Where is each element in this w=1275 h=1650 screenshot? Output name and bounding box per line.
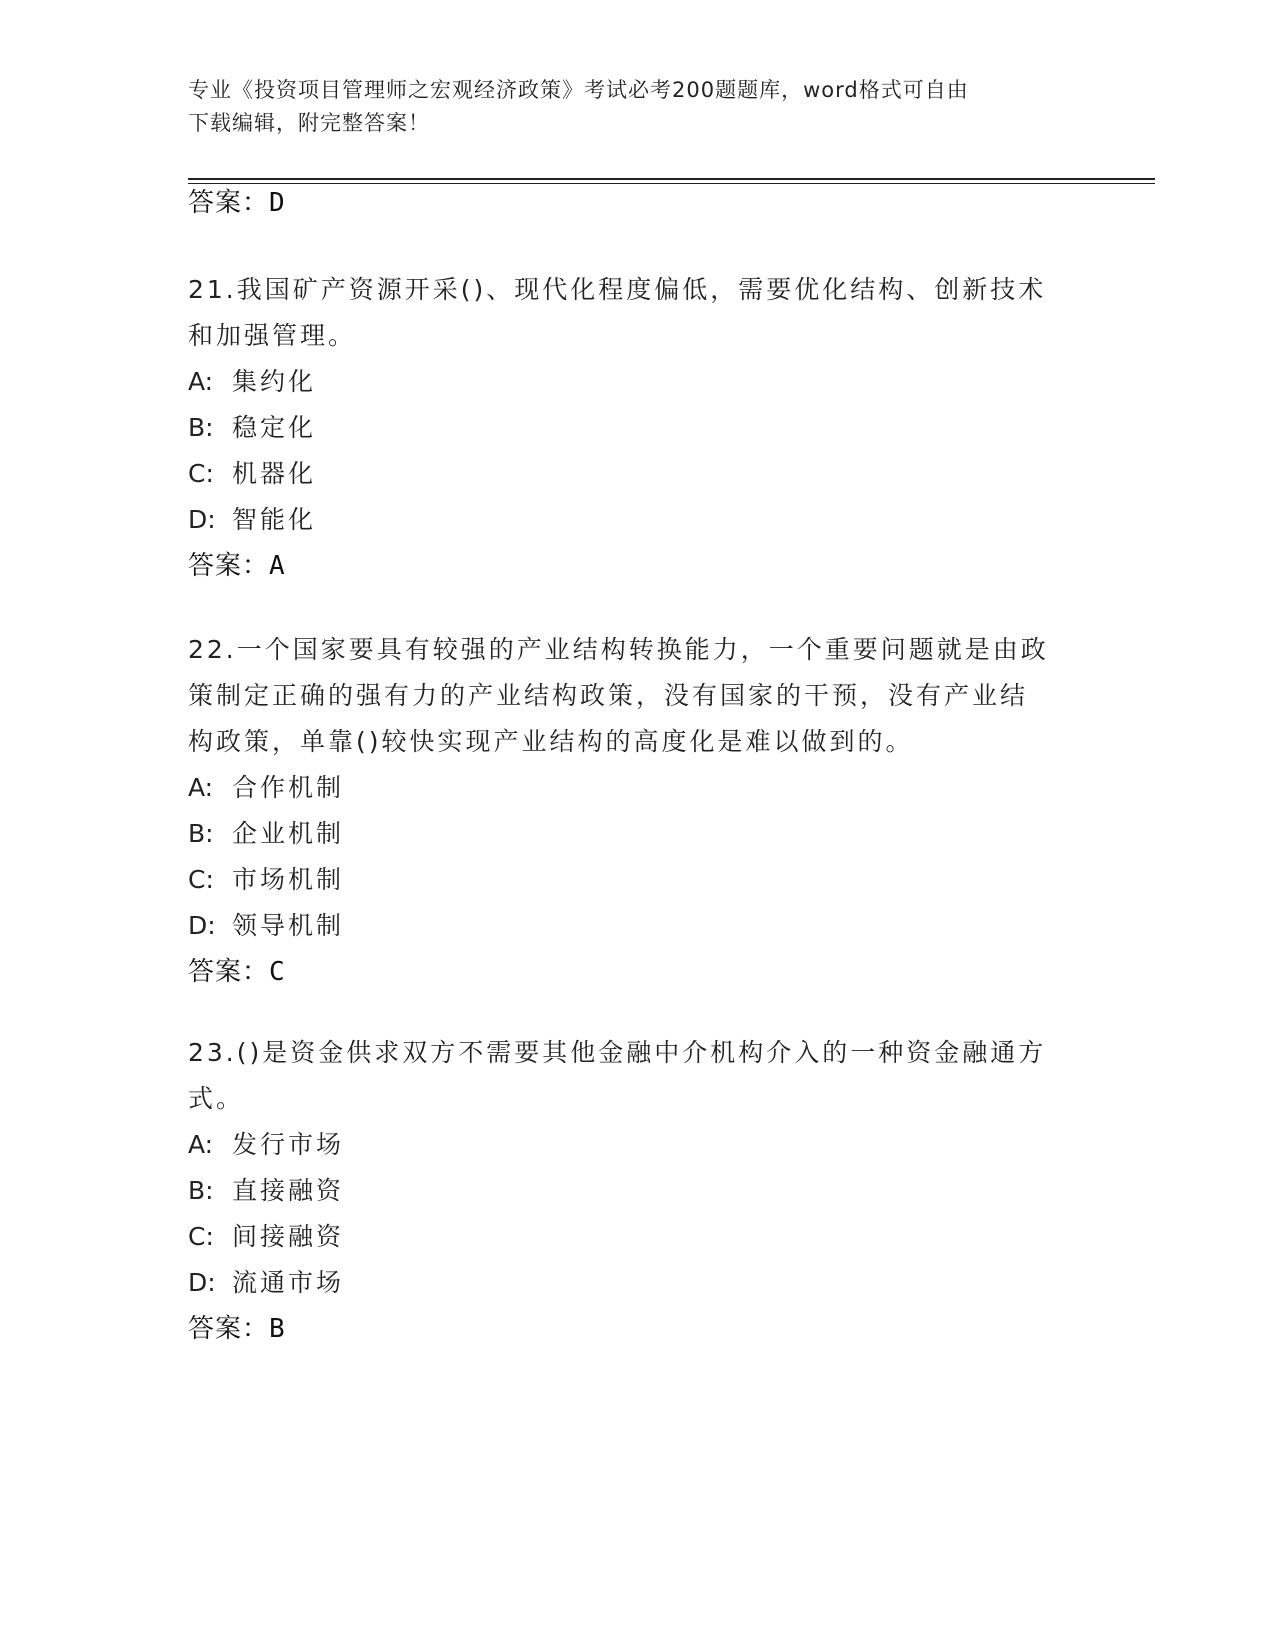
option-key: D: bbox=[188, 1268, 216, 1297]
question-text bbox=[188, 627, 1088, 765]
option-b bbox=[188, 405, 1088, 451]
answer-label: 答案： bbox=[188, 957, 270, 987]
answer-value: D bbox=[269, 188, 286, 218]
option-d bbox=[188, 1260, 1088, 1306]
option-text: 流通市场 bbox=[232, 1268, 345, 1297]
option-text: 领导机制 bbox=[232, 911, 345, 940]
answer-label: 答案： bbox=[188, 551, 270, 581]
question-text bbox=[188, 267, 1088, 359]
question-23 bbox=[188, 1030, 1088, 1352]
option-a bbox=[188, 765, 1088, 811]
option-key: B: bbox=[188, 413, 214, 442]
answer-value: A bbox=[269, 551, 286, 581]
question-line: 23.()是资金供求双方不需要其他金融中介机构介入的一种资金融通方 bbox=[188, 1038, 1047, 1067]
option-text: 合作机制 bbox=[232, 773, 345, 802]
answer-value: B bbox=[269, 1314, 286, 1344]
option-key: A: bbox=[188, 773, 214, 802]
option-key: D: bbox=[188, 505, 216, 534]
question-line: 式。 bbox=[188, 1084, 245, 1113]
question-22 bbox=[188, 627, 1088, 995]
option-d bbox=[188, 497, 1088, 543]
question-line: 22.一个国家要具有较强的产业结构转换能力，一个重要问题就是由政 bbox=[188, 635, 1049, 664]
option-text: 智能化 bbox=[232, 505, 317, 534]
answer-line bbox=[188, 180, 1088, 226]
option-text: 集约化 bbox=[232, 367, 317, 396]
answer-label: 答案： bbox=[188, 188, 270, 218]
page-header bbox=[188, 74, 1088, 140]
option-key: C: bbox=[188, 459, 214, 488]
option-a bbox=[188, 1122, 1088, 1168]
question-21 bbox=[188, 267, 1088, 589]
answer-value: C bbox=[269, 957, 286, 987]
answer-line bbox=[188, 543, 1088, 589]
question-line: 21.我国矿产资源开采()、现代化程度偏低，需要优化结构、创新技术 bbox=[188, 275, 1047, 304]
option-text: 机器化 bbox=[232, 459, 317, 488]
option-c bbox=[188, 451, 1088, 497]
option-text: 间接融资 bbox=[232, 1222, 345, 1251]
previous-answer bbox=[188, 180, 1088, 226]
question-line: 和加强管理。 bbox=[188, 321, 357, 350]
option-b bbox=[188, 1168, 1088, 1214]
answer-line bbox=[188, 949, 1088, 995]
option-text: 稳定化 bbox=[232, 413, 317, 442]
option-c bbox=[188, 857, 1088, 903]
option-key: C: bbox=[188, 1222, 214, 1251]
header-line-1: 专业《投资项目管理师之宏观经济政策》考试必考200题题库，word格式可自由 bbox=[188, 78, 969, 102]
option-c bbox=[188, 1214, 1088, 1260]
option-text: 直接融资 bbox=[232, 1176, 345, 1205]
option-text: 企业机制 bbox=[232, 819, 345, 848]
option-a bbox=[188, 359, 1088, 405]
option-key: C: bbox=[188, 865, 214, 894]
question-line: 策制定正确的强有力的产业结构政策，没有国家的干预，没有产业结 bbox=[188, 681, 1029, 710]
option-key: A: bbox=[188, 1130, 214, 1159]
option-key: B: bbox=[188, 1176, 214, 1205]
option-text: 市场机制 bbox=[232, 865, 345, 894]
option-b bbox=[188, 811, 1088, 857]
answer-line bbox=[188, 1306, 1088, 1352]
option-key: A: bbox=[188, 367, 214, 396]
option-text: 发行市场 bbox=[232, 1130, 345, 1159]
answer-label: 答案： bbox=[188, 1314, 270, 1344]
header-line-2: 下载编辑，附完整答案！ bbox=[188, 111, 430, 135]
option-key: D: bbox=[188, 911, 216, 940]
option-d bbox=[188, 903, 1088, 949]
question-line: 构政策，单靠()较快实现产业结构的高度化是难以做到的。 bbox=[188, 727, 914, 756]
question-text bbox=[188, 1030, 1088, 1122]
option-key: B: bbox=[188, 819, 214, 848]
